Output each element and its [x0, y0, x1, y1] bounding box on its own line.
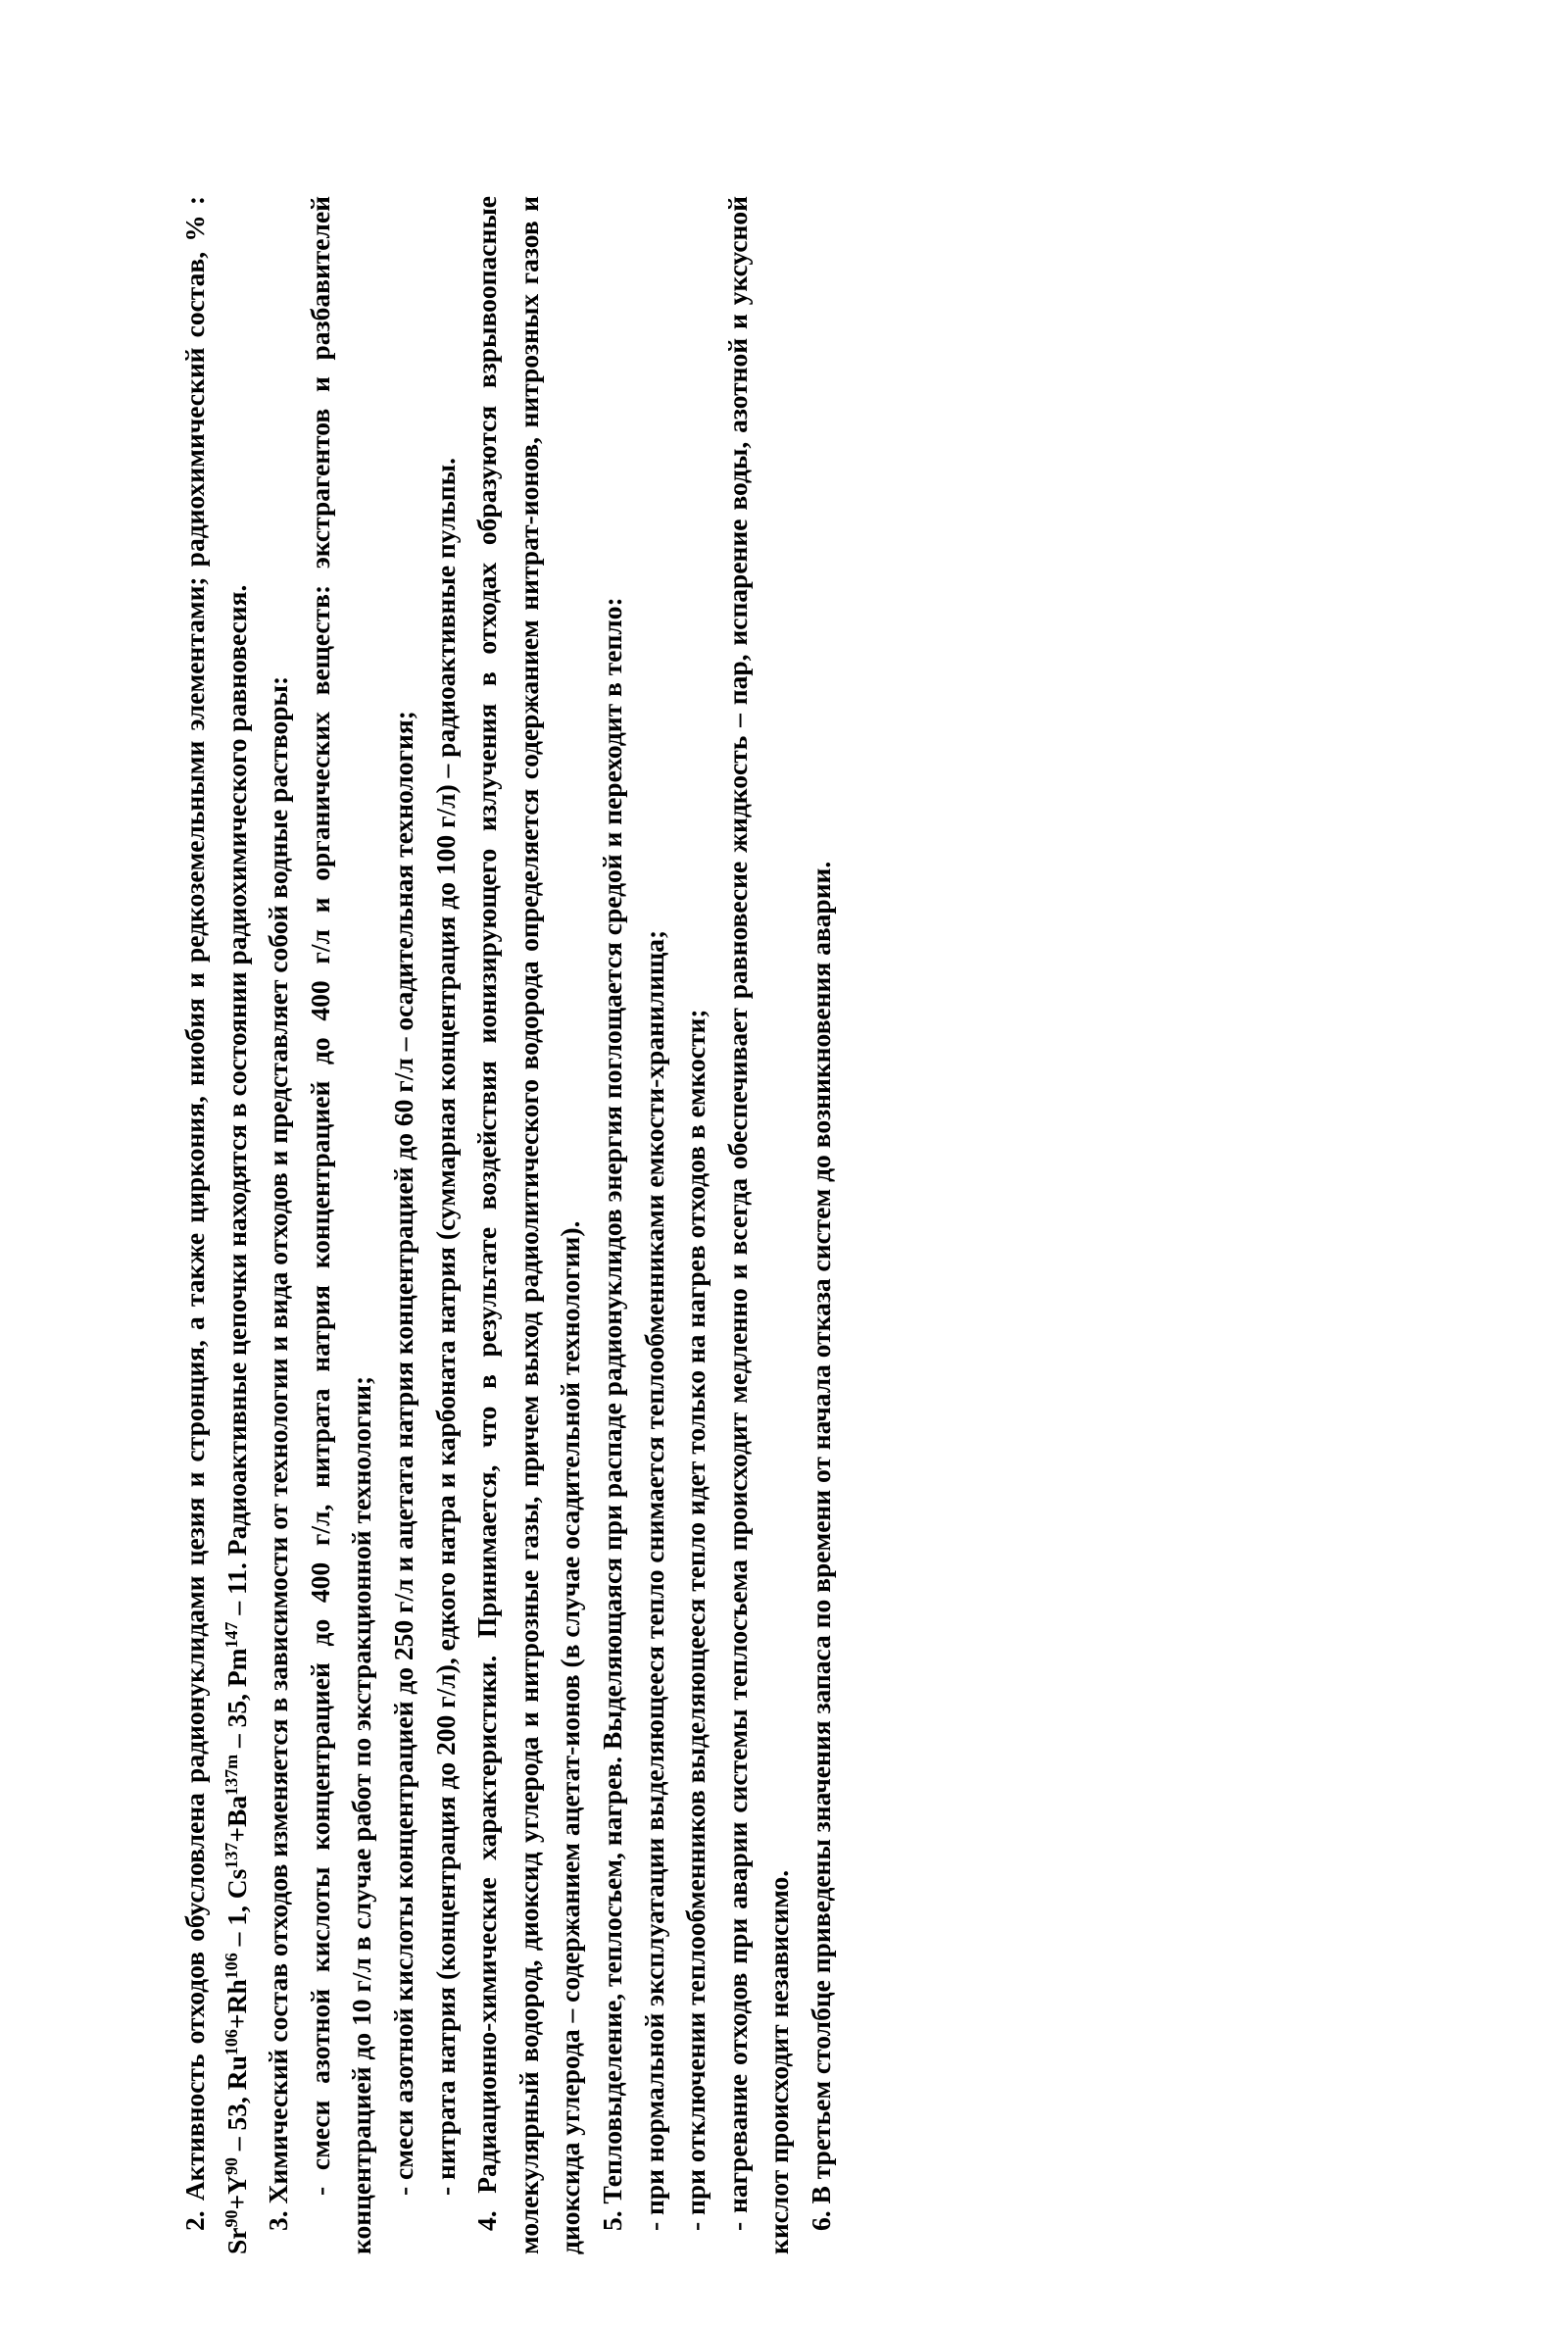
paragraph-activity: 2. Активность отходов обусловлена радионуклидами цезия и стронция, а также циркония, ниобия и редкоземельными элементами; радиохимический состав, % : $Sr^{90}+Y^{90} - 53$, $Ru^{106}+Rh^{106} - 1$, $Cs^{137}+Ba^{137m} - 35$, Pm$^{147}$ – 11. Радиоактивные цепочки находятся в состоянии радиохимического равновесия.: [179, 196, 252, 2254]
heading-activity: Активность отходов: [179, 1951, 210, 2202]
heading-heat-release: Тепловыделение, теплосъем, нагрев.: [596, 1756, 627, 2204]
list-item: - нитрата натрия (концентрация до 200 г/л), едкого натра и карбоната натрия (суммарная концентрация до 100 г/л) – радиоактивные пульпы.: [429, 458, 461, 2196]
paragraph-radiation-chemical: 4. Радиационно-химические характеристики. Принимается, что в результате воздействия ионизирующего излучения в отходах образуются взрывоопасные молекулярный водород, диоксид углерода и нитрозные газы, причем выход радиолитического водорода определяется содержанием нитрат-ионов, нитрозных газов и диоксида углерода – содержанием ацетат-ионов (в случае осадительной технологии).: [471, 195, 586, 2254]
paragraph-chemical-composition: 3. Химический состав отходов изменяется в зависимости от технологии и вида отходов и представляет собой водные растворы:: [263, 675, 294, 2231]
list-item: - смеси азотной кислоты концентрацией до 250 г/л и ацетата натрия концентрацией до 60 г/л – осадительная технология;: [387, 711, 418, 2196]
list-item: - нагревание отходов при аварии системы теплосъема происходит медленно и всегда обеспечивает равновесие жидкость – пар, испарение воды, азотной и уксусной кислот происходит независимо.: [721, 196, 795, 2254]
paragraph-heat-release: 5. Тепловыделение, теплосъем, нагрев. Выделяющаяся при распаде радионуклидов энергия поглощается средой и переходит в тепло:: [596, 597, 627, 2231]
heading-radiation-chemical: Радиационно-химические характеристики: [471, 1661, 503, 2194]
list-item: - при отключении теплообменников выделяющееся тепло идет только на нагрев отходов в емкости;: [680, 1009, 711, 2231]
list-item: - смеси азотной кислоты концентрацией до 400 г/л, нитрата натрия концентрацией до 400 г/л и органических веществ: экстрагентов и разбавителей концентрацией до 10 г/л в случае работ по экстракционной технологии;: [304, 196, 377, 2254]
heading-chemical-composition: Химический состав: [263, 1962, 294, 2204]
document-text-rotated: [174, 196, 1233, 2254]
list-item: - при нормальной эксплуатации выделяющееся тепло снимается теплообменниками емкости-хранилища;: [638, 929, 669, 2231]
paragraph-time-margin: 6. В третьем столбце приведены значения запаса по времени от начала отказа систем до возникновения аварии.: [805, 861, 836, 2231]
